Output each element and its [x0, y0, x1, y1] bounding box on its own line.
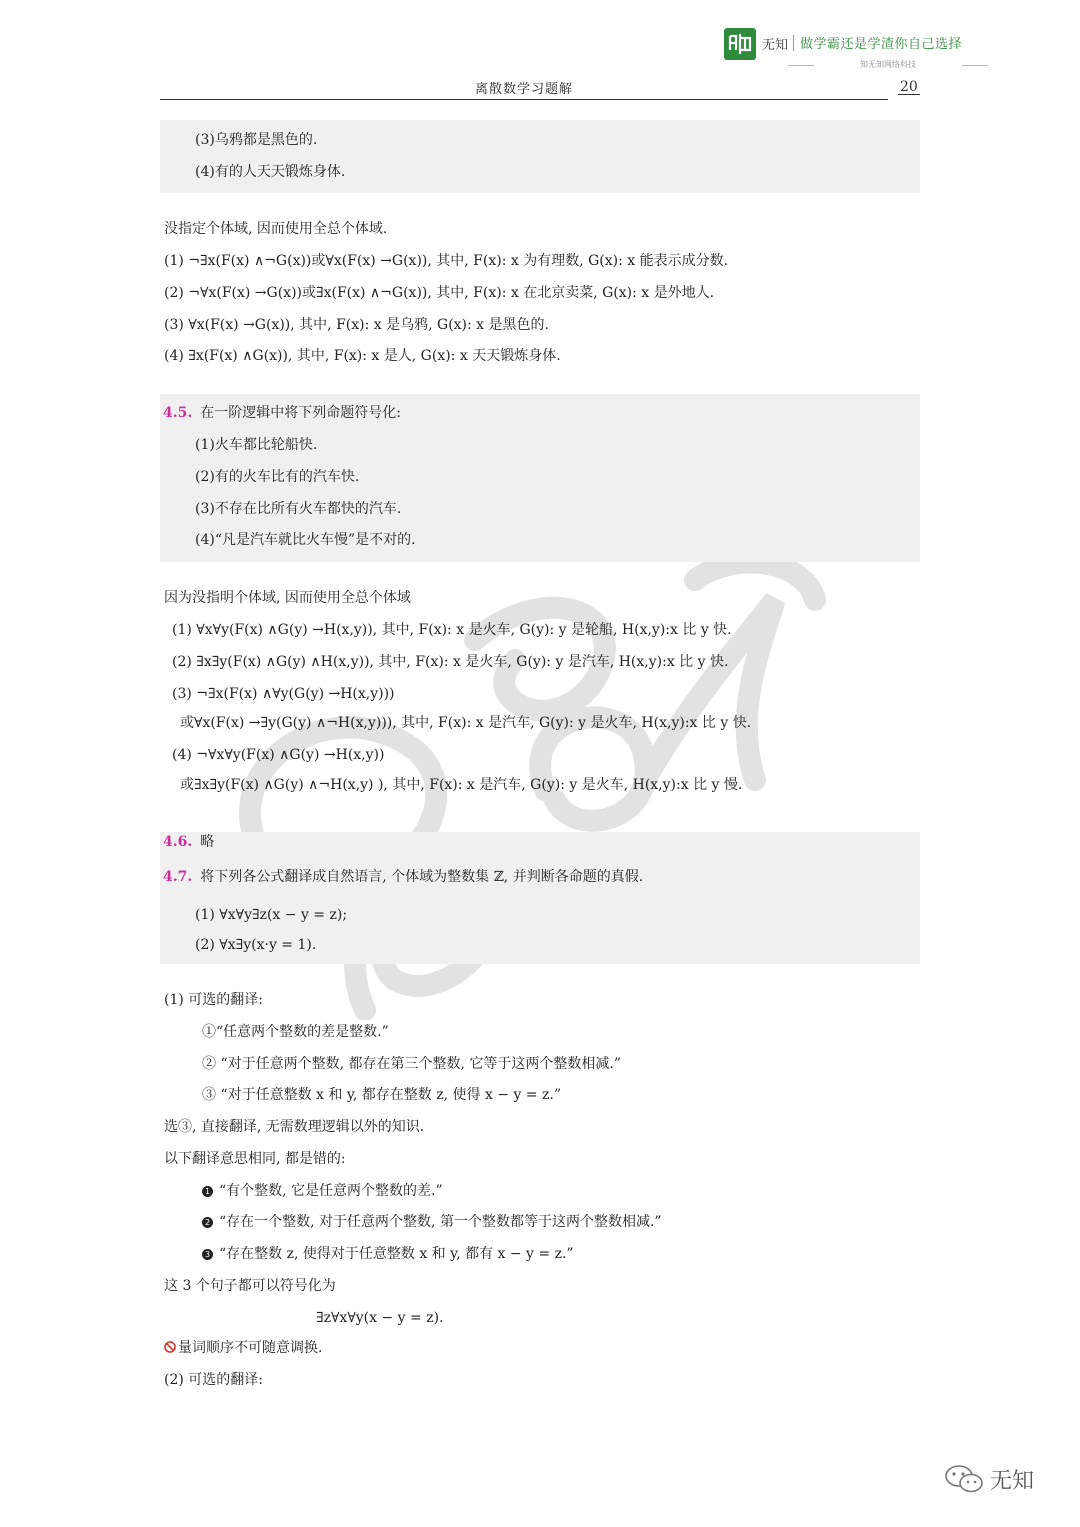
brand-slogan: 做学霸还是学渣你自己选择	[800, 37, 963, 52]
divider	[962, 65, 988, 66]
problem-item: (1) ∀x∀y∃z(x − y = z);	[195, 907, 348, 923]
problem-box	[160, 394, 920, 562]
translation-option: ①“任意两个整数的差是整数.”	[202, 1024, 389, 1040]
solution-intro: 因为没指明个体域, 因而使用全总个体域	[164, 590, 411, 606]
solution-line: 或∃x∃y(F(x) ∧G(y) ∧¬H(x,y) ), 其中, F(x): x 是汽车, G(y): y 是火车, H(x,y):x 比 y 慢.	[180, 777, 743, 793]
problem-title	[163, 867, 643, 887]
wechat-watermark	[944, 1462, 1054, 1496]
solution-intro: 没指定个体域, 因而使用全总个体域.	[164, 221, 388, 237]
formula: ∃z∀x∀y(x − y = z).	[316, 1310, 444, 1326]
bullet-number: 1	[202, 1186, 213, 1197]
problem-item: (4)“凡是汽车就比火车慢”是不对的.	[195, 532, 416, 548]
wrong-translation	[202, 1181, 443, 1201]
brand-subtitle: 知无知网络科技	[860, 60, 916, 69]
problem-title	[163, 403, 401, 423]
solution-line: (2) ¬∀x(F(x) →G(x))或∃x(F(x) ∧¬G(x)), 其中, F(x): x 在北京卖菜, G(x): x 是外地人.	[164, 285, 715, 301]
solution-line: 这 3 个句子都可以符号化为	[164, 1278, 336, 1294]
problem-item: (3)不存在比所有火车都快的汽车.	[195, 501, 402, 517]
bullet-number: 3	[202, 1249, 213, 1260]
solution-heading: (1) 可选的翻译:	[164, 992, 263, 1008]
problem-box	[160, 832, 920, 964]
problem-item: (3)乌鸦都是黑色的.	[195, 132, 318, 148]
wrong-text: “存在一个整数, 对于任意两个整数, 第一个整数都等于这两个整数相减.”	[219, 1214, 662, 1230]
header-rule	[160, 99, 888, 100]
no-entry-icon	[164, 1341, 176, 1353]
problem-text: 将下列各公式翻译成自然语言, 个体域为整数集 ℤ, 并判断各命题的真假.	[200, 869, 644, 885]
translation-option: ② “对于任意两个整数, 都存在第三个整数, 它等于这两个整数相减.”	[202, 1056, 622, 1072]
problem-item: (1)火车都比轮船快.	[195, 437, 318, 453]
problem-item: (4)有的人天天锻炼身体.	[195, 164, 346, 180]
brand-name: 无知	[762, 38, 789, 53]
solution-line: (1) ¬∃x(F(x) ∧¬G(x))或∀x(F(x) →G(x)), 其中, F(x): x 为有理数, G(x): x 能表示成分数.	[164, 253, 729, 269]
zhi-logo-icon	[724, 28, 756, 60]
brand-separator	[793, 35, 794, 51]
bullet-number: 2	[202, 1217, 213, 1228]
solution-line: 或∀x(F(x) →∃y(G(y) ∧¬H(x,y))), 其中, F(x): x 是汽车, G(y): y 是火车, H(x,y):x 比 y 快.	[180, 715, 752, 731]
page-title: 离散数学习题解	[474, 82, 573, 97]
problem-number: 4.5.	[163, 405, 193, 421]
solution-line: (4) ∃x(F(x) ∧G(x)), 其中, F(x): x 是人, G(x): x 天天锻炼身体.	[164, 348, 561, 364]
warning-line	[164, 1338, 322, 1358]
wrong-translation	[202, 1244, 574, 1264]
problem-item: (2) ∀x∃y(x·y = 1).	[195, 937, 317, 953]
solution-line: 选③, 直接翻译, 无需数理逻辑以外的知识.	[164, 1119, 425, 1135]
problem-text: 在一阶逻辑中将下列命题符号化:	[200, 405, 401, 421]
problem-box	[160, 120, 920, 193]
translation-option: ③ “对于任意整数 x 和 y, 都存在整数 z, 使得 x − y = z.”	[202, 1087, 562, 1103]
problem-title	[163, 832, 214, 852]
solution-line: (4) ¬∀x∀y(F(x) ∧G(y) →H(x,y))	[172, 747, 385, 763]
solution-line: (3) ¬∃x(F(x) ∧∀y(G(y) →H(x,y)))	[172, 686, 395, 702]
wrong-text: “存在整数 z, 使得对于任意整数 x 和 y, 都有 x − y = z.”	[219, 1246, 574, 1262]
brand-header	[724, 28, 1014, 76]
solution-heading: (2) 可选的翻译:	[164, 1372, 263, 1388]
wrong-text: “有个整数, 它是任意两个整数的差.”	[219, 1183, 443, 1199]
problem-number: 4.6.	[163, 834, 193, 850]
solution-line: (3) ∀x(F(x) →G(x)), 其中, F(x): x 是乌鸦, G(x): x 是黑色的.	[164, 317, 549, 333]
wechat-name: 无知	[990, 1469, 1035, 1494]
solution-line: (2) ∃x∃y(F(x) ∧G(y) ∧H(x,y)), 其中, F(x): x 是火车, G(y): y 是汽车, H(x,y):x 比 y 快.	[172, 654, 729, 670]
warning-text: 量词顺序不可随意调换.	[178, 1340, 323, 1356]
problem-item: (2)有的火车比有的汽车快.	[195, 469, 360, 485]
wechat-icon	[944, 1462, 986, 1496]
wrong-translation	[202, 1212, 662, 1232]
solution-line: 以下翻译意思相同, 都是错的:	[164, 1151, 346, 1167]
page-number: 20	[900, 79, 918, 95]
problem-text: 略	[200, 834, 215, 850]
solution-line: (1) ∀x∀y(F(x) ∧G(y) →H(x,y)), 其中, F(x): x 是火车, G(y): y 是轮船, H(x,y):x 比 y 快.	[172, 622, 732, 638]
problem-number: 4.7.	[163, 869, 193, 885]
